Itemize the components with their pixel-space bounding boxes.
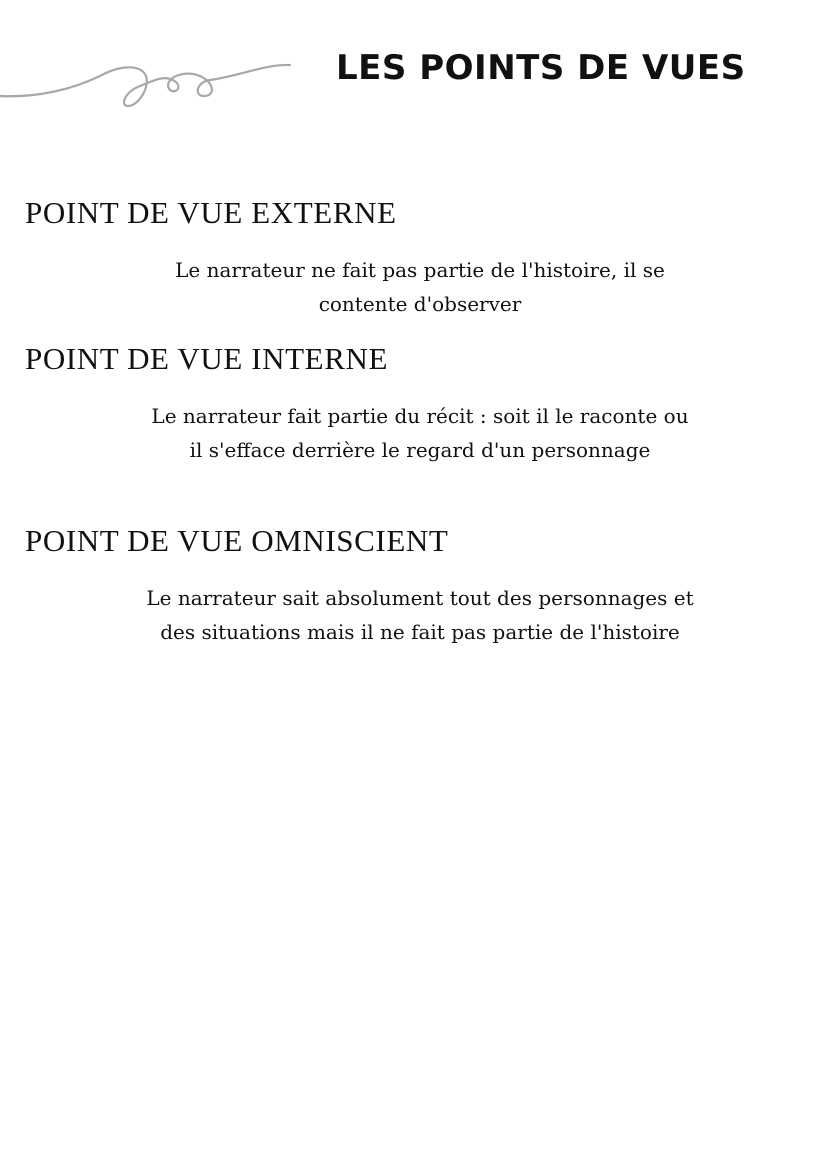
section-text-externe [80, 253, 760, 321]
section-text-interne [80, 399, 760, 467]
text-line: Le narrateur sait absolument tout des personnages et [146, 586, 694, 610]
section-heading-externe: POINT DE VUE EXTERNE [25, 195, 397, 230]
text-line: Le narrateur fait partie du récit : soit il le raconte ou [151, 404, 689, 428]
section-text-omniscient [80, 581, 760, 649]
page-title: LES POINTS DE VUES [336, 48, 746, 88]
section-heading-interne: POINT DE VUE INTERNE [25, 341, 389, 376]
text-line: il s'efface derrière le regard d'un personnage [189, 438, 651, 462]
section-heading-omniscient: POINT DE VUE OMNISCIENT [25, 523, 449, 558]
text-line: des situations mais il ne fait pas partie de l'histoire [160, 620, 680, 644]
decorative-flourish [0, 48, 300, 118]
text-line: Le narrateur ne fait pas partie de l'histoire, il se [175, 258, 665, 282]
text-line: contente d'observer [318, 292, 522, 316]
